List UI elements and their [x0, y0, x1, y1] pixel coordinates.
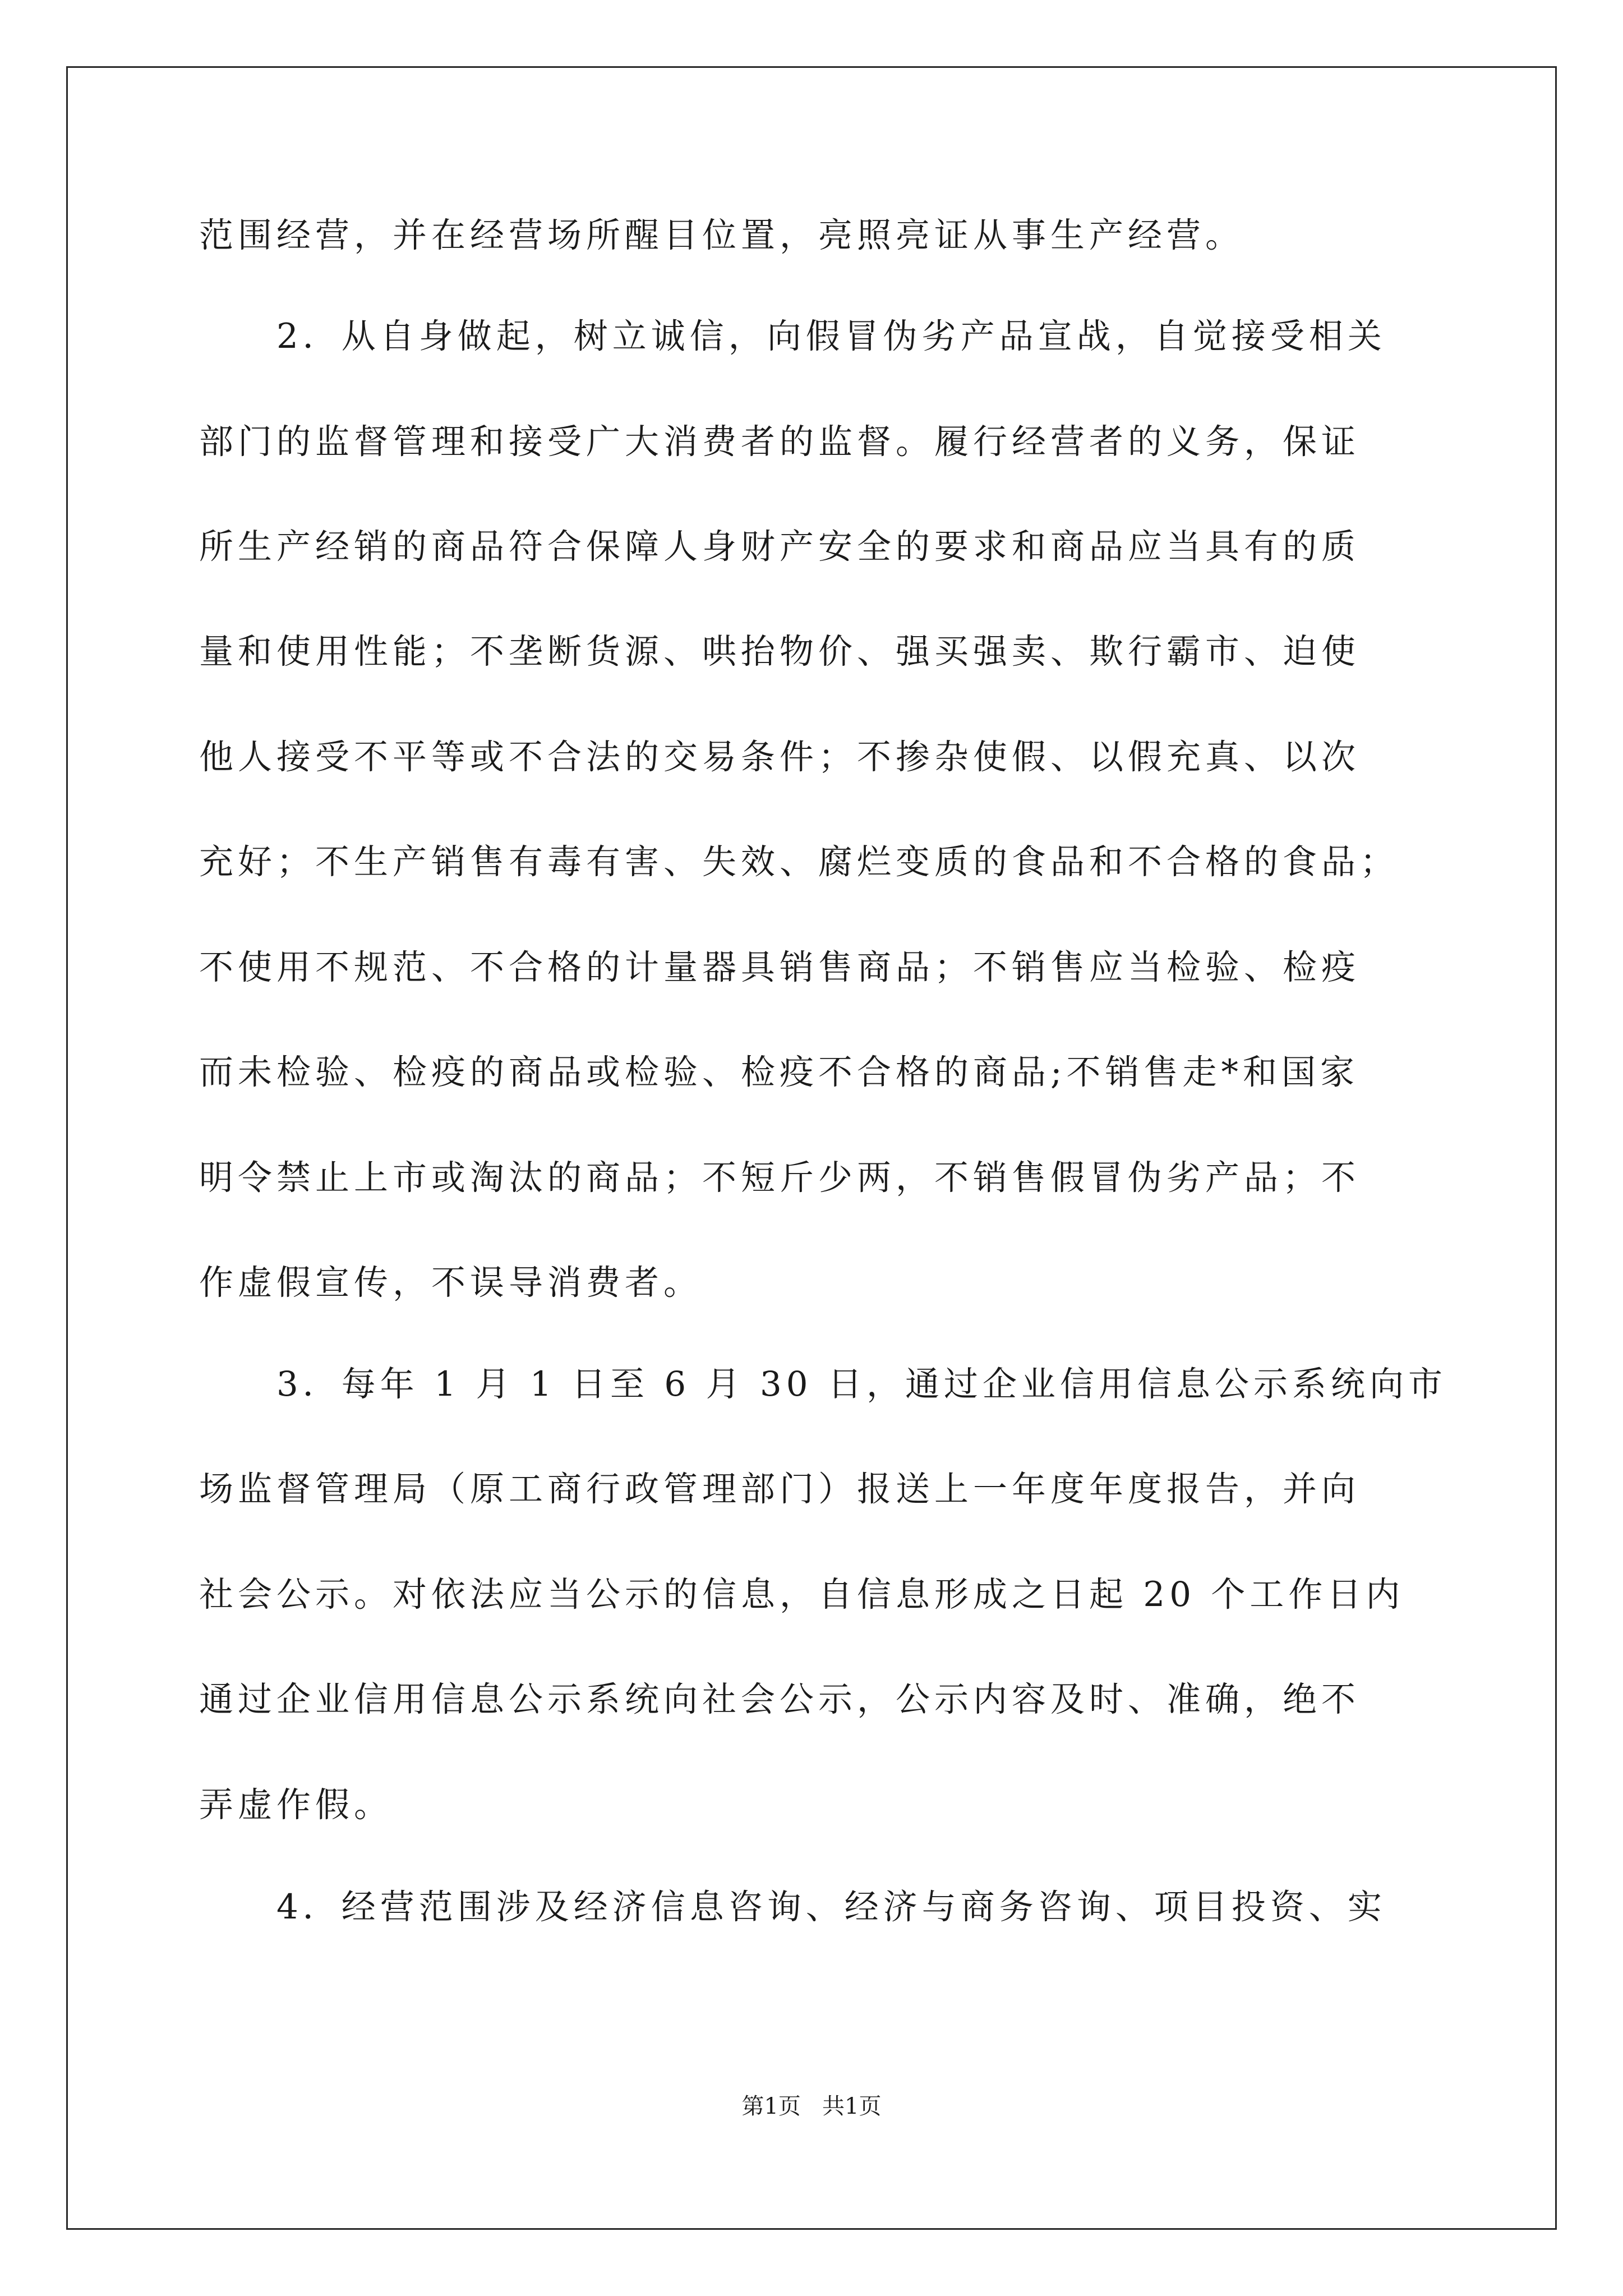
- text-line: 部门的监督管理和接受广大消费者的监督。履行经营者的义务，保证: [199, 422, 1361, 462]
- text-line: 社会公示。对依法应当公示的信息，自信息形成之日起 20 个工作日内: [199, 1575, 1405, 1614]
- text-line: 明令禁止上市或淘汰的商品；不短斤少两，不销售假冒伪劣产品；不: [199, 1158, 1361, 1198]
- page-footer: 第1页 共1页: [741, 2093, 882, 2119]
- text-line: 而未检验、检疫的商品或检验、检疫不合格的商品;不销售走*和国家: [199, 1052, 1359, 1092]
- text-line: 充好；不生产销售有毒有害、失效、腐烂变质的食品和不合格的食品；: [199, 842, 1399, 882]
- text-line: 4．经营范围涉及经济信息咨询、经济与商务咨询、项目投资、实: [199, 1887, 1386, 1927]
- text-line: 通过企业信用信息公示系统向社会公示，公示内容及时、准确，绝不: [199, 1680, 1361, 1719]
- text-line: 3．每年 1 月 1 日至 6 月 30 日，通过企业信用信息公示系统向市: [199, 1364, 1447, 1404]
- text-line: 所生产经销的商品符合保障人身财产安全的要求和商品应当具有的质: [199, 527, 1361, 567]
- text-line: 范围经营，并在经营场所醒目位置，亮照亮证从事生产经营。: [199, 215, 1244, 255]
- text-line: 弄虚作假。: [199, 1785, 393, 1825]
- text-line: 场监督管理局（原工商行政管理部门）报送上一年度年度报告，并向: [199, 1469, 1361, 1509]
- text-line: 他人接受不平等或不合法的交易条件；不掺杂使假、以假充真、以次: [199, 737, 1361, 777]
- text-line: 2．从自身做起，树立诚信，向假冒伪劣产品宣战，自觉接受相关: [199, 316, 1386, 356]
- text-line: 量和使用性能；不垄断货源、哄抬物价、强买强卖、欺行霸市、迫使: [199, 632, 1361, 671]
- text-line: 作虚假宣传，不误导消费者。: [199, 1263, 703, 1303]
- text-line: 不使用不规范、不合格的计量器具销售商品；不销售应当检验、检疫: [199, 947, 1361, 987]
